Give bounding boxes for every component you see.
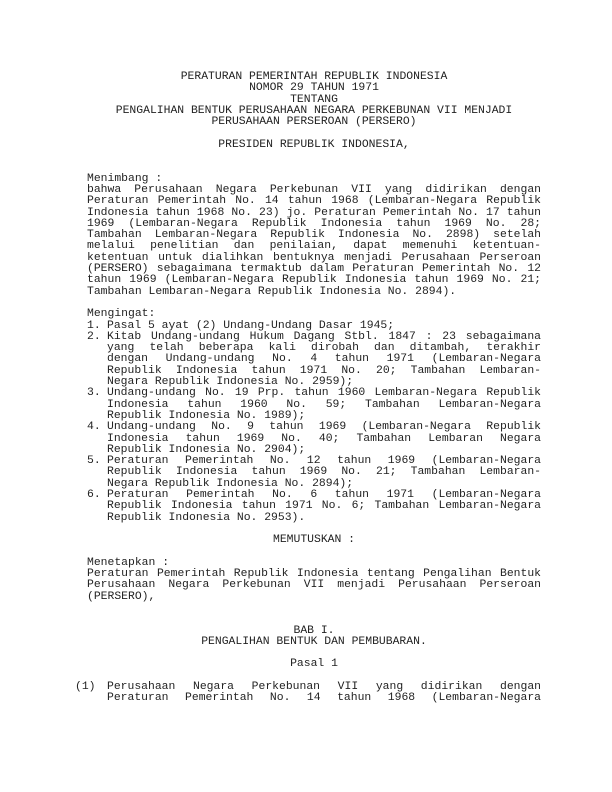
- list-number: 5.: [87, 455, 101, 468]
- menimbang-section: [87, 174, 541, 298]
- title-line: PENGALIHAN BENTUK PERUSAHAAN NEGARA PERKEBUNAN VII MENJADI: [115, 104, 513, 117]
- text-line: Perusahaan Negara Perkebunan VII yang didirikan dengan: [107, 681, 541, 694]
- article-paragraph: [75, 681, 541, 705]
- paragraph-number: (1): [75, 681, 96, 694]
- text-line: Peraturan Pemerintah No. 14 tahun 1968 (Lembaran-Negara: [107, 692, 541, 705]
- text-line: yang telah beberapa kali dirobah dan ditambah, terakhir: [107, 342, 541, 355]
- text-line: dengan Undang-undang No. 4 tahun 1971 (Lembaran-Negara: [107, 353, 541, 366]
- text-line: tahun 1969 (Lembaran-Negara Republik Indonesia tahun 1969 No. 21;: [87, 274, 541, 287]
- chapter-subtitle: PENGALIHAN BENTUK DAN PEMBUBARAN.: [201, 635, 427, 648]
- chapter-title: BAB I.: [293, 624, 335, 637]
- title-line: NOMOR 29 TAHUN 1971: [249, 82, 379, 95]
- list-item: [87, 422, 541, 456]
- text-line: Perusahaan Negara Perkebunan VII menjadi Perusahaan Perseroan: [87, 579, 541, 592]
- list-number: 1.: [87, 319, 101, 332]
- text-line: 1969 (Lembaran-Negara Republik Indonesia tahun 1969 No. 28;: [87, 217, 541, 230]
- list-item: [87, 456, 541, 490]
- list-number: 4.: [87, 421, 101, 434]
- title-line: PERATURAN PEMERINTAH REPUBLIK INDONESIA: [180, 71, 448, 83]
- text-line: ketentuan untuk dialihkan bentuknya menjadi Perusahaan Perseroan: [87, 251, 541, 264]
- article-title: Pasal 1: [290, 658, 338, 671]
- text-line: Undang-undang No. 19 Prp. tahun 1960 Lembaran-Negara Republik: [107, 387, 541, 400]
- text-line: Republik Indonesia No. 2953).: [107, 511, 306, 524]
- text-line: Undang-undang No. 9 tahun 1969 (Lembaran-Negara Republik: [107, 421, 541, 434]
- text-line: Tambahan Lembaran-Negara Republik Indonesia No. 2898) setelah: [87, 229, 541, 242]
- list-item: [87, 490, 541, 524]
- mengingat-label: Mengingat:: [87, 308, 156, 321]
- text-line: melalui penelitian dan penilaian, dapat memenuhi ketentuan-: [87, 240, 541, 253]
- president-heading: PRESIDEN REPUBLIK INDONESIA,: [218, 138, 410, 151]
- text-line: Peraturan Pemerintah No. 14 tahun 1968 (Lembaran-Negara Republik: [87, 195, 541, 208]
- title-line: PERUSAHAAN PERSEROAN (PERSERO): [211, 116, 417, 129]
- text-line: Peraturan Pemerintah No. 6 tahun 1971 (Lembaran-Negara: [107, 488, 541, 501]
- text-line: Peraturan Pemerintah Republik Indonesia tentang Pengalihan Bentuk: [87, 568, 541, 581]
- text-line: Republik Indonesia tahun 1969 No. 21; Tambahan Lembaran-: [107, 466, 541, 479]
- text-line: Indonesia tahun 1968 No. 23) jo. Peraturan Pemerintah No. 17 tahun: [87, 206, 541, 219]
- menimbang-label: Menimbang :: [87, 172, 163, 185]
- text-line: Negara Republik Indonesia No. 2894);: [107, 477, 354, 490]
- text-line: Republik Indonesia No. 2904);: [107, 443, 306, 456]
- text-line: Republik Indonesia tahun 1971 No. 6; Tambahan Lembaran-Negara: [107, 500, 541, 513]
- text-line: Indonesia tahun 1960 No. 59; Tambahan Lembaran-Negara: [107, 398, 541, 411]
- text-line: Kitab Undang-undang Hukum Dagang Stbl. 1847 : 23 sebagaimana: [107, 330, 541, 343]
- memutuskan-heading: MEMUTUSKAN :: [272, 534, 356, 547]
- text-line: Republik Indonesia No. 1989);: [107, 409, 306, 422]
- mengingat-section: [87, 309, 541, 524]
- menetapkan-section: [87, 558, 541, 603]
- text-line: Pasal 5 ayat (2) Undang-Undang Dasar 1945;: [107, 319, 395, 332]
- text-line: Tambahan Lembaran-Negara Republik Indonesia No. 2894).: [87, 285, 457, 298]
- text-line: Indonesia tahun 1969 No. 40; Tambahan Lembaran Negara: [107, 432, 541, 445]
- document-page: [75, 71, 541, 705]
- list-number: 2.: [87, 330, 101, 343]
- text-line: Negara Republik Indonesia No. 2959);: [107, 376, 354, 389]
- title-line: TENTANG: [290, 93, 338, 106]
- menetapkan-label: Menetapkan :: [87, 556, 170, 569]
- text-line: (PERSERO),: [87, 590, 156, 603]
- list-item: [87, 388, 541, 422]
- text-line: Peraturan Pemerintah No. 12 tahun 1969 (Lembaran-Negara: [107, 455, 541, 468]
- list-item: [87, 332, 541, 388]
- text-line: (PERSERO) sebagaimana termaktub dalam Peraturan Pemerintah No. 12: [87, 263, 541, 276]
- list-number: 6.: [87, 488, 101, 501]
- text-line: bahwa Perusahaan Negara Perkebunan VII yang didirikan dengan: [87, 183, 541, 196]
- list-number: 3.: [87, 387, 101, 400]
- regulation-title: [87, 72, 541, 128]
- text-line: Republik Indonesia tahun 1971 No. 20; Tambahan Lembaran-: [107, 364, 541, 377]
